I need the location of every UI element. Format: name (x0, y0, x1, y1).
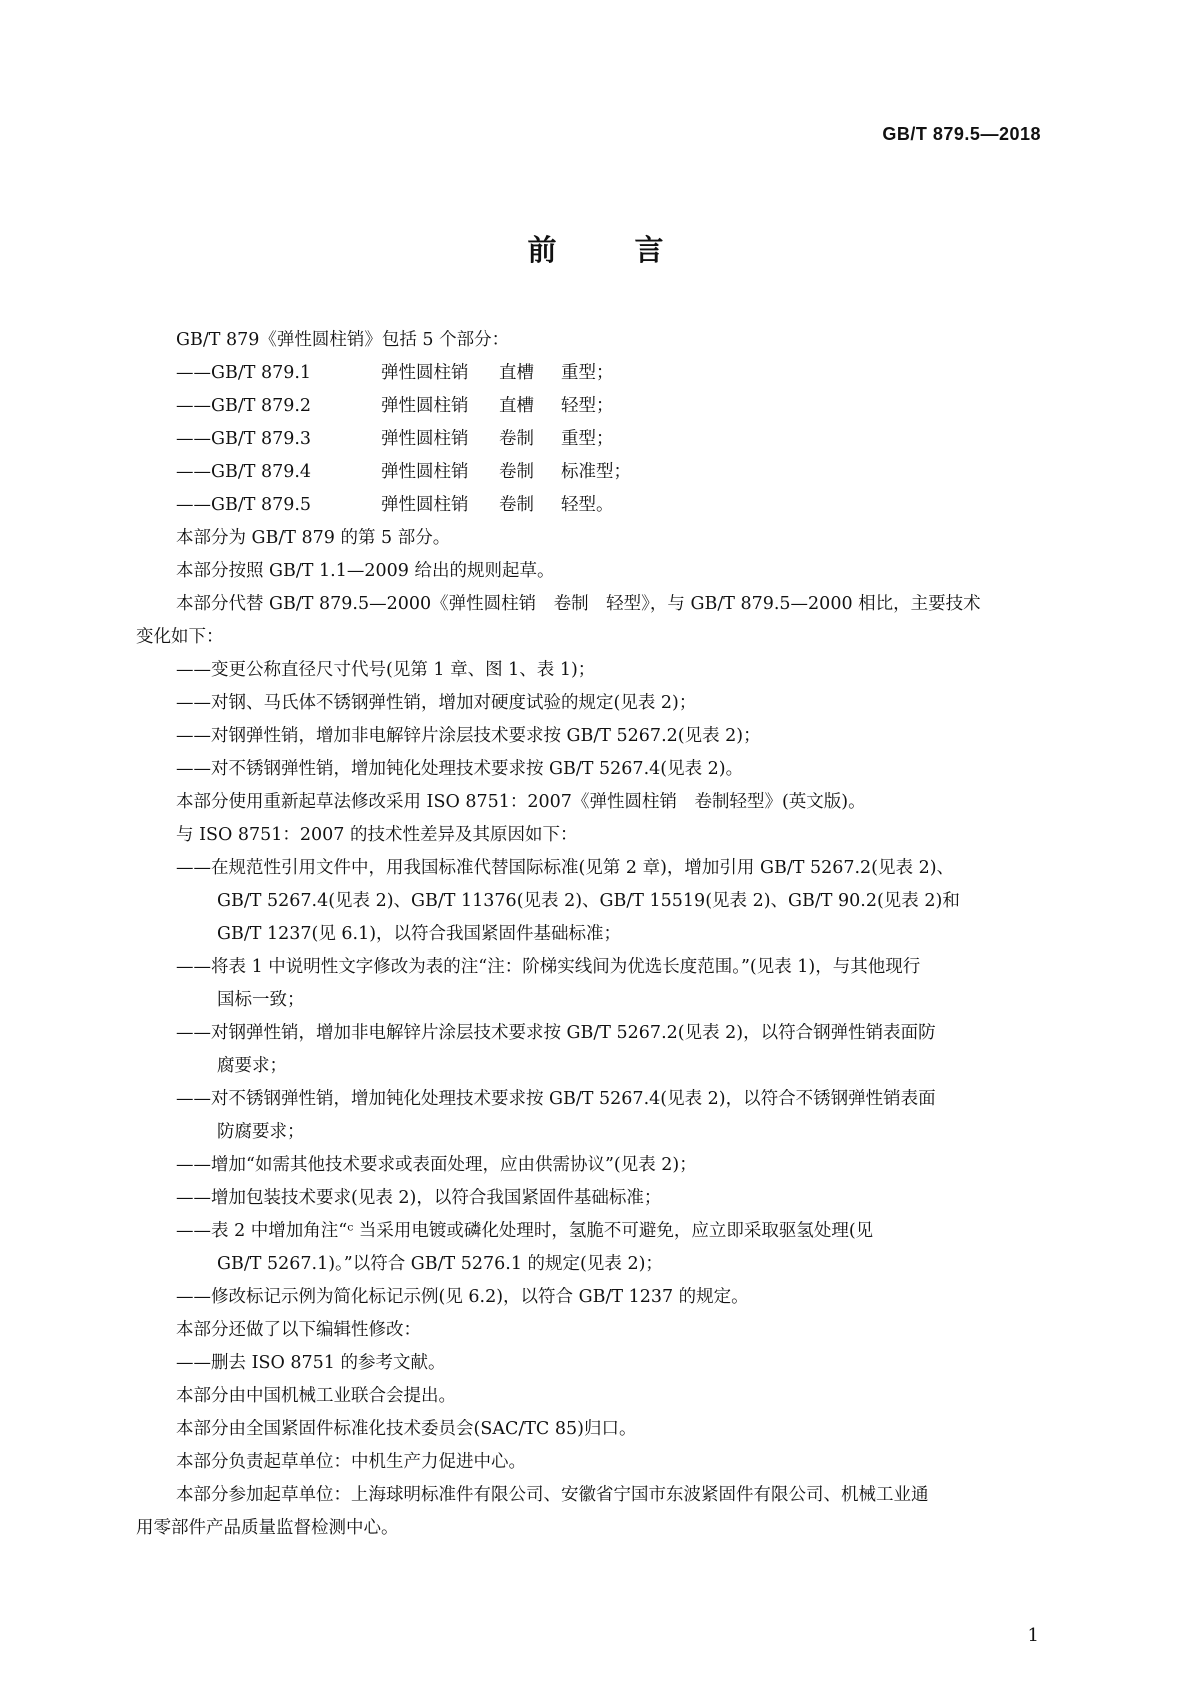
page-title: 前 言 (527, 233, 698, 267)
part-dash: —— (176, 396, 211, 416)
diff-item (176, 852, 1056, 951)
part-variant: 轻型； (561, 396, 614, 416)
change-item: ——变更公称直径尺寸代号(见第 1 章、图 1、表 1)； (176, 660, 596, 680)
part-name: 弹性圆柱销 (381, 429, 469, 449)
paragraph-drafter: 本部分负责起草单位：中机生产力促进中心。 (176, 1452, 526, 1472)
diffs-list (176, 852, 1056, 1314)
parts-list (176, 357, 1056, 522)
paragraph-centralized: 本部分由全国紧固件标准化技术委员会(SAC/TC 85)归口。 (176, 1419, 637, 1439)
part-name: 弹性圆柱销 (381, 495, 469, 515)
part-variant: 重型； (561, 429, 614, 449)
document-body (136, 324, 1056, 1545)
part-code: GB/T 879.2 (211, 396, 312, 416)
diff-line: ——对钢弹性销，增加非电解锌片涂层技术要求按 GB/T 5267.2(见表 2)，以符合钢弹性销表面防 (176, 1023, 936, 1043)
part-code: GB/T 879.4 (211, 462, 312, 482)
diff-item (176, 951, 1056, 1017)
part-item (176, 456, 1056, 489)
changes-list (176, 654, 1056, 786)
part-type: 直槽 (499, 396, 534, 416)
paragraph-editorial: 本部分还做了以下编辑性修改： (176, 1320, 421, 1340)
part-variant: 轻型。 (561, 495, 614, 515)
diff-item (176, 1281, 1056, 1314)
editorial-item: ——删去 ISO 8751 的参考文献。 (176, 1353, 446, 1373)
diff-line: ——表 2 中增加角注“ᶜ 当采用电镀或磷化处理时，氢脆不可避免，应立即采取驱氢处理(见 (176, 1221, 874, 1241)
diff-line-cont: 腐要求； (217, 1056, 287, 1076)
part-type: 卷制 (499, 462, 534, 482)
diff-item (176, 1149, 1056, 1182)
diff-line: ——修改标记示例为简化标记示例(见 6.2)，以符合 GB/T 1237 的规定。 (176, 1287, 749, 1307)
diff-line-cont: 国标一致； (217, 990, 305, 1010)
part-item (176, 423, 1056, 456)
paragraph-replace: 本部分代替 GB/T 879.5—2000《弹性圆柱销 卷制 轻型》，与 GB/T 879.5—2000 相比，主要技术 (176, 594, 981, 614)
page-number: 1 (1027, 1625, 1039, 1646)
part-name: 弹性圆柱销 (381, 462, 469, 482)
diff-line: ——增加包装技术要求(见表 2)，以符合我国紧固件基础标准； (176, 1188, 662, 1208)
part-variant: 标准型； (561, 462, 631, 482)
intro-paragraph: GB/T 879《弹性圆柱销》包括 5 个部分： (176, 330, 510, 350)
part-code: GB/T 879.1 (211, 363, 312, 383)
part-type: 直槽 (499, 363, 534, 383)
paragraph-replace-cont: 变化如下： (136, 627, 224, 647)
part-item (176, 489, 1056, 522)
part-type: 卷制 (499, 429, 534, 449)
part-dash: —— (176, 429, 211, 449)
change-item: ——对钢、马氏体不锈钢弹性销，增加对硬度试验的规定(见表 2)； (176, 693, 697, 713)
diff-line-cont: GB/T 5267.4(见表 2)、GB/T 11376(见表 2)、GB/T 15519(见表 2)、GB/T 90.2(见表 2)和 (217, 891, 960, 911)
diff-line: ——在规范性引用文件中，用我国标准代替国际标准(见第 2 章)，增加引用 GB/T 5267.2(见表 2)、 (176, 858, 955, 878)
change-item: ——对钢弹性销，增加非电解锌片涂层技术要求按 GB/T 5267.2(见表 2)； (176, 726, 761, 746)
part-code: GB/T 879.3 (211, 429, 312, 449)
part-variant: 重型； (561, 363, 614, 383)
standard-code: GB/T 879.5—2018 (882, 124, 1041, 144)
part-code: GB/T 879.5 (211, 495, 312, 515)
diff-line-cont: 防腐要求； (217, 1122, 305, 1142)
paragraph-iso: 本部分使用重新起草法修改采用 ISO 8751：2007《弹性圆柱销 卷制轻型》(英文版)。 (176, 792, 866, 812)
diff-line: ——增加“如需其他技术要求或表面处理，应由供需协议”(见表 2)； (176, 1155, 697, 1175)
diff-line-cont: GB/T 5267.1)。”以符合 GB/T 5276.1 的规定(见表 2)； (217, 1254, 663, 1274)
part-dash: —— (176, 462, 211, 482)
diff-item (176, 1215, 1056, 1281)
editorial-list (176, 1347, 1056, 1380)
paragraph-rules: 本部分按照 GB/T 1.1—2009 给出的规则起草。 (176, 561, 555, 581)
diff-line: ——对不锈钢弹性销，增加钝化处理技术要求按 GB/T 5267.4(见表 2)，以符合不锈钢弹性销表面 (176, 1089, 936, 1109)
part-dash: —— (176, 495, 211, 515)
change-item: ——对不锈钢弹性销，增加钝化处理技术要求按 GB/T 5267.4(见表 2)。 (176, 759, 744, 779)
paragraph-participants: 本部分参加起草单位：上海球明标准件有限公司、安徽省宁国市东波紧固件有限公司、机械工业通 (176, 1485, 929, 1505)
part-name: 弹性圆柱销 (381, 363, 469, 383)
paragraph-participants-cont: 用零部件产品质量监督检测中心。 (136, 1518, 399, 1538)
diff-line-cont: GB/T 1237(见 6.1)，以符合我国紧固件基础标准； (217, 924, 622, 944)
part-item (176, 357, 1056, 390)
diff-item (176, 1017, 1056, 1083)
part-dash: —— (176, 363, 211, 383)
paragraph-proposed: 本部分由中国机械工业联合会提出。 (176, 1386, 456, 1406)
paragraph-part: 本部分为 GB/T 879 的第 5 部分。 (176, 528, 451, 548)
diff-item (176, 1083, 1056, 1149)
part-item (176, 390, 1056, 423)
diff-line: ——将表 1 中说明性文字修改为表的注“注：阶梯实线间为优选长度范围。”(见表 1)，与其他现行 (176, 957, 921, 977)
part-name: 弹性圆柱销 (381, 396, 469, 416)
diff-item (176, 1182, 1056, 1215)
paragraph-diff: 与 ISO 8751：2007 的技术性差异及其原因如下： (176, 825, 578, 845)
part-type: 卷制 (499, 495, 534, 515)
